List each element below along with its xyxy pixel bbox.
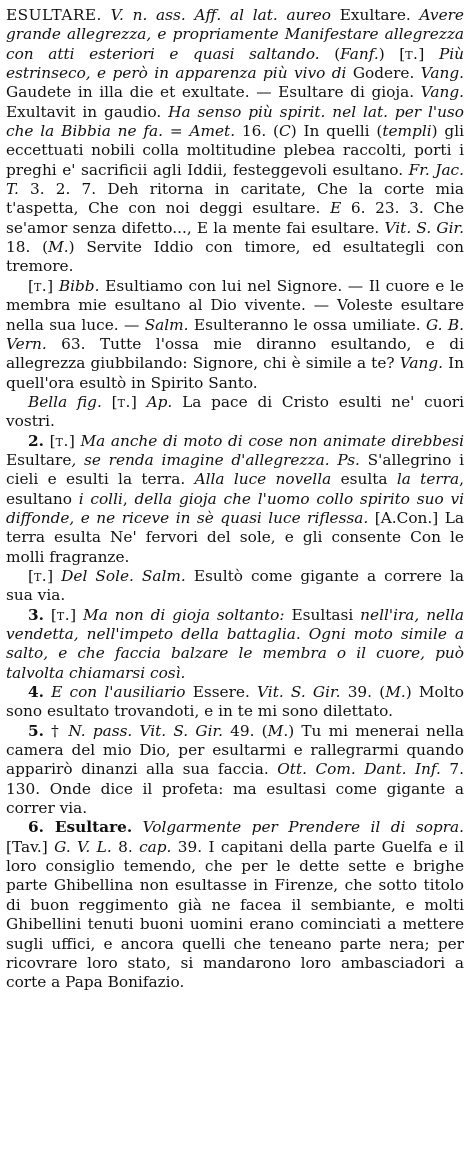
text-run: ) Tu mi menerai nella camera del mio Dio, per esultarmi e rallegrarmi quando apparirò dinanzi alla sua faccia. (6, 721, 464, 779)
text-run: Esultiamo con lui nel Signore. — Il cuore e le membra mie esultano al Dio vivente. — Voleste esultare nella sua luce. — (6, 276, 464, 334)
italic-text: Bibb. (58, 276, 100, 295)
text-run: 7. 130. Onde dice il profeta: ma esultasi come gigante a correr via. (6, 760, 465, 818)
italic-text: V. n. ass. Aff. al lat. aureo (101, 6, 340, 24)
italic-text: C (278, 122, 291, 141)
italic-text: Ma anche di moto di cose non animate direbbesi (80, 431, 464, 450)
text-run: Essere. (192, 683, 258, 702)
sense-number: 2. (28, 431, 44, 450)
sense-number: 3. (28, 605, 44, 624)
entry-paragraph (6, 722, 464, 819)
text-run: ) Molto sono esultato trovandoti, e in te mi sono dilettato. (6, 683, 465, 721)
text-run: [Tav.] (6, 837, 55, 856)
text-run: Esultò come gigante a correre la sua via. (6, 566, 464, 605)
italic-text: , se renda imagine d'allegrezza. Ps. (71, 450, 360, 469)
text-run: t. (117, 392, 131, 411)
text-run: [A.Con.] La terra esulta Ne' fervori del sole, e gli consente Con le molli fragranze. (6, 508, 464, 566)
entry-paragraph (6, 432, 464, 567)
text-run: Exultavit in gaudio. (6, 102, 169, 121)
text-run: , esultano (6, 470, 464, 508)
italic-text: Vang. (420, 83, 464, 102)
italic-text: G. B. Vern. (6, 315, 464, 353)
entry-paragraph (6, 606, 464, 683)
text-run: 39. I capitani della parte Guelfa e il loro consiglio temendo, che per le dette sette e brighe parte Ghibellina non esultasse in Firenze, che sotto titolo di buon reggimento già ne facea il sembiante, e molti Ghibellini tenuti buoni uomini erano cominciati a mettere sugli uffici, e ancora quelli che teneano parte nera; per ricovrare loro stato, si mandarono loro ambasciadori a corte a Papa Bonifazio. (6, 837, 464, 992)
entry-paragraph (6, 683, 464, 722)
italic-text: Più estrinseco, e però in apparenza più vivo di (6, 44, 464, 83)
text-run: In quell'ora esultò in Spirito Santo. (6, 354, 464, 392)
text-run: ( (334, 44, 341, 63)
text-run: ) In quelli ( (290, 122, 383, 141)
text-run: ) Servite Iddio con timore, ed esultategli con tremore. (6, 238, 464, 276)
text-run: [ (101, 392, 118, 411)
text-run: 49. ( (222, 721, 268, 740)
text-run: [ (28, 566, 34, 585)
entry-paragraph (6, 277, 464, 393)
text-run: ] (418, 44, 439, 63)
sense-number: 6. Esultare. (28, 818, 133, 837)
italic-text: Vit. S. Gir. (257, 683, 341, 702)
text-run: 16. ( (235, 122, 279, 141)
text-run: Exultare. (339, 6, 420, 24)
text-run: Gaudete in illa die et exultate. — Esultare di gioja. (6, 83, 421, 102)
text-run: ] (68, 431, 81, 450)
italic-text: Fanf. (340, 44, 379, 63)
italic-text: Volgarmente per Prendere il di sopra. (132, 818, 464, 837)
italic-text: M. (385, 683, 406, 702)
text-run: Esultare (6, 450, 72, 469)
text-run: 3. 2. 7. Deh ritorna in caritate, Che la corte mia t'aspetta, Che con noi deggi esultare. (6, 180, 464, 218)
text-run: ] (130, 392, 147, 411)
italic-text: Salm. (144, 315, 189, 334)
text-run: ] (70, 605, 84, 624)
text-run: † (43, 721, 69, 740)
italic-text: Ha senso più spirit. nel lat. per l'uso che la Bibbia ne fa. (6, 102, 464, 141)
italic-text: nell'ira, nella vendetta, nell'impeto della battaglia. Ogni moto simile a salto, e che faccia balzare le membra o il cuore, può talvolta chiamarsi così. (6, 605, 465, 682)
text-run: t. (33, 276, 48, 295)
text-run: , (122, 489, 135, 508)
text-run: 39. ( (340, 683, 386, 702)
entry-paragraph (6, 567, 464, 606)
italic-text: Vit. S. Gir. (384, 218, 464, 237)
italic-text: E (330, 199, 342, 218)
italic-text: Del Sole. Salm. (61, 566, 186, 585)
text-run: t. (405, 44, 419, 63)
text-run: ] (47, 566, 62, 585)
text-run: Esulteranno le ossa umiliate. (188, 315, 426, 334)
text-run: S'allegrino i cieli e esulti la terra. (6, 450, 464, 489)
text-run: 18. ( (6, 238, 49, 257)
text-run: ) gli eccettuati nobili colla moltitudine plebea raccolti, porti i preghi e' sacrificii agli Iddii, festeggevoli esultano. (6, 122, 464, 179)
text-run: esulta (340, 470, 397, 489)
italic-text: M. (48, 238, 69, 257)
italic-text: G. V. L. (54, 837, 112, 856)
text-run: t. (55, 431, 69, 450)
text-run: ] (47, 276, 59, 295)
italic-text: Vang. (399, 354, 443, 373)
text-run: 63. Tutte l'ossa mie diranno esultando, e di allegrezza giubbilando: Signore, chi è simile a te? (6, 334, 464, 373)
text-run: [ (28, 276, 34, 295)
text-run: 8. (111, 837, 140, 856)
headword: ESULTARE. (6, 6, 102, 24)
text-run: t. (56, 605, 71, 624)
text-run: ) [ (378, 44, 406, 63)
italic-text: cap. (139, 837, 172, 856)
sense-number: 4. (28, 683, 44, 702)
italic-text: la terra (396, 470, 460, 489)
italic-text: Alla luce novella (194, 470, 341, 489)
italic-text: Ma non di gioja soltanto: (83, 605, 292, 624)
text-run: Esultasi (291, 605, 361, 624)
text-run: t. (33, 566, 48, 585)
text-run: Godere. (352, 64, 421, 83)
italic-text: Avere grande allegrezza, e propriamente Manifestare allegrezza con atti esteriori e quasi saltando. (6, 6, 464, 63)
text-run: = (169, 122, 190, 141)
entry-paragraph (6, 393, 464, 432)
sense-number: 5. (28, 721, 44, 740)
italic-text: Ap. (146, 392, 173, 411)
italic-text: i colli (78, 489, 123, 508)
italic-text: Fr. Jac. T. (6, 160, 464, 199)
italic-text: Ott. Com. Dant. Inf. (277, 760, 441, 779)
italic-text: Amet. (189, 122, 236, 141)
text-run: [ (43, 431, 56, 450)
italic-text: Bella fig. (28, 392, 102, 411)
text-run: [ (43, 605, 57, 624)
italic-text: N. pass. Vit. S. Gir. (68, 721, 223, 740)
entry-paragraph (6, 6, 464, 277)
text-run: 6. 23. 3. Che se'amor senza difetto..., E la mente fai esultare. (6, 199, 464, 237)
italic-text: M. (267, 721, 289, 740)
italic-text: templi (382, 122, 432, 141)
italic-text: Vang. (420, 64, 464, 83)
text-run: La pace di Cristo esulti ne' cuori vostri. (6, 392, 464, 431)
italic-text: della gioja che l'uomo collo spirito suo vi diffonde, e ne riceve in sè quasi luce riflessa. (6, 489, 464, 527)
italic-text: E con l'ausiliario (43, 683, 193, 702)
entry-paragraph (6, 818, 464, 992)
